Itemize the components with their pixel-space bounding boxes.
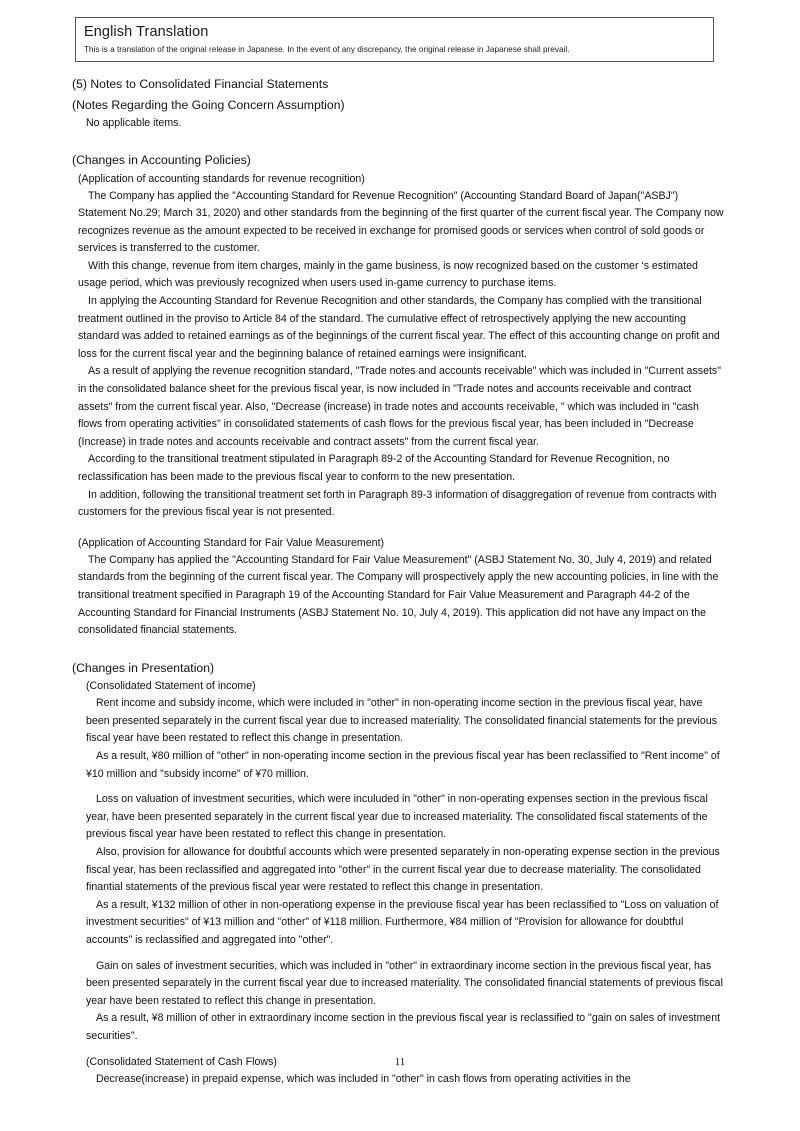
paragraph-revenue-3: In applying the Accounting Standard for Revenue Recognition and other standards, the Company has complied with the transitional treatment outlined in the proviso to Article 84 of the standard. The cumulative effect of retrospectively applying the new accounting standard was added to retained earnings as of the beginnings of the current fiscal year. The effect of this accounting change on profit and loss for the current fiscal year and the beginning balance of retained earnings were insignificant. xyxy=(78,295,720,360)
paragraph-revenue-6: In addition, following the transitional treatment set forth in Paragraph 89-3 information of disaggregation of revenue from contracts with customers for the previous fiscal year is not presented. xyxy=(78,488,717,519)
notice-title: English Translation xyxy=(84,24,209,40)
text-going-concern: No applicable items. xyxy=(86,117,182,129)
spacer xyxy=(0,950,800,958)
heading-changes-presentation: (Changes in Presentation) xyxy=(72,660,215,675)
notice-subtitle: This is a translation of the original release in Japanese. In the event of any discrepancy, the original release in Japanese shall prevail. xyxy=(84,45,570,54)
paragraph-revenue-4: As a result of applying the revenue recognition standard, "Trade notes and accounts receivable" which was included in "Current assets" in the consolidated balance sheet for the previous fiscal year, is now included in "Trade notes and accounts receivable and contract assets" from the current fiscal year. Also, "Decrease (increase) in trade notes and accounts receivable, " which was included in "cash flows from operating activities" in consolidated statements of cash flows for the previous fiscal year, has been included in "Decrease (Increase) in trade notes and accounts receivable and contract assets" from the current fiscal year. xyxy=(78,365,722,448)
paragraph-income-1: Rent income and subsidy income, which were included in "other" in non-operating income section in the previous fiscal year, have been presented separately in the current fiscal year due to increased materiality. The consolidated financial statements for the previous fiscal year have been restated to reflect this change in presentation. xyxy=(86,697,718,745)
paragraph-income-3: Loss on valuation of investment securities, which were inculuded in "other" in non-operating expenses section in the previous fiscal year, have been presented separately in the current fiscal year due to increased materiality. The consolidated fiscal statements of the previous fiscal year have been restated to reflect this change in presentation. xyxy=(86,793,708,841)
paragraph-income-6: Gain on sales of investment securities, which was included in "other" in extraordinary income section in the previous fiscal year, has been presented separately in the current fiscal year due to increased materiality. The consolidated financial statements of previous fiscal year have been restated to reflect this change in presentation. xyxy=(86,959,723,1007)
paragraph-revenue-1: The Company has applied the "Accounting Standard for Revenue Recognition" (Accounting Standard Board of Japan("ASBJ") Statement No.29; March 31, 2020) and other standards from the beginning of the first quarter of the current fiscal year. The Company now recognizes revenue as the amount expected to be received in exchange for promised goods or services when control of sold goods or services is transferred to the customer. xyxy=(78,189,724,255)
heading-revenue-recognition: (Application of accounting standards for revenue recognition) xyxy=(78,172,365,185)
spacer xyxy=(0,640,800,658)
paragraph-income-7: As a result, ¥8 million of other in extraordinary income section in the previous fiscal year is reclassified to "gain on sales of investment securities". xyxy=(86,1012,721,1042)
paragraph-revenue-2: With this change, revenue from item charges, mainly in the game business, is now recognized based on the customer ‘s estimated usage period, which was previously recognized when users used in-game currency to purchase items. xyxy=(78,259,698,290)
section-heading-notes: (5) Notes to Consolidated Financial Statements xyxy=(72,77,329,91)
heading-statement-of-cash-flows: (Consolidated Statement of Cash Flows) xyxy=(86,1055,277,1068)
paragraph-income-5: As a result, ¥132 million of other in non-operationg expense in the previouse fiscal year has been reclassified to "Loss on valuation of investment securities" of ¥13 million and "other" of ¥118 million. Furthermore, ¥84 million of "Provision for allowance for doubtful accounts" is reclassified and aggregated into "other". xyxy=(86,898,719,946)
heading-statement-of-income: (Consolidated Statement of income) xyxy=(86,680,256,693)
paragraph-income-4: Also, provision for allowance for doubtful accounts which were presented separately in non-operating expense section in the previous fiscal year, has been reclassified and aggregated into "other" in the current fiscal year due to decrease materiality. The consolidated finantial statements of the previous fiscal year were restated to reflect this change in presentation. xyxy=(86,846,720,894)
heading-fair-value-measurement: (Application of Accounting Standard for Fair Value Measurement) xyxy=(78,536,385,549)
spacer xyxy=(0,1046,800,1054)
spacer xyxy=(0,522,800,535)
document-body xyxy=(0,74,800,1088)
paragraph-income-2: As a result, ¥80 million of "other" in non-operating income section in the previous fiscal year has been reclassified to "Rent income" of ¥10 million and "subsidy income" of ¥70 million. xyxy=(86,750,720,780)
paragraph-revenue-5: According to the transitional treatment stipulated in Paragraph 89-2 of the Accounting Standard for Revenue Recognition, no reclassification has been made to the previous fiscal year to conform to the new presentation. xyxy=(78,453,670,483)
paragraph-fair-value-1: The Company has applied the "Accounting Standard for Fair Value Measurement" (ASBJ Statement No. 30, July 4, 2019) and related standards from the beginning of the current fiscal year. The Company will prospectively apply the new accounting policies, in line with the transitional treatment specified in Paragraph 19 of the Accounting Standard for Fair Value Measurement and Paragraph 44-2 of the Accounting Standard for Financial Instruments (ASBJ Statement No. 10, July 4, 2019). This application did not have any impact on the consolidated financial statements. xyxy=(78,553,719,637)
page-number: 11 xyxy=(394,1056,406,1068)
heading-going-concern: (Notes Regarding the Going Concern Assumption) xyxy=(72,97,345,112)
spacer xyxy=(0,783,800,791)
paragraph-cashflows-1: Decrease(increase) in prepaid expense, which was included in "other" in cash flows from operating activities in the xyxy=(96,1072,631,1085)
heading-changes-accounting-policies: (Changes in Accounting Policies) xyxy=(72,153,251,167)
english-translation-notice xyxy=(75,17,714,62)
spacer xyxy=(0,132,800,150)
